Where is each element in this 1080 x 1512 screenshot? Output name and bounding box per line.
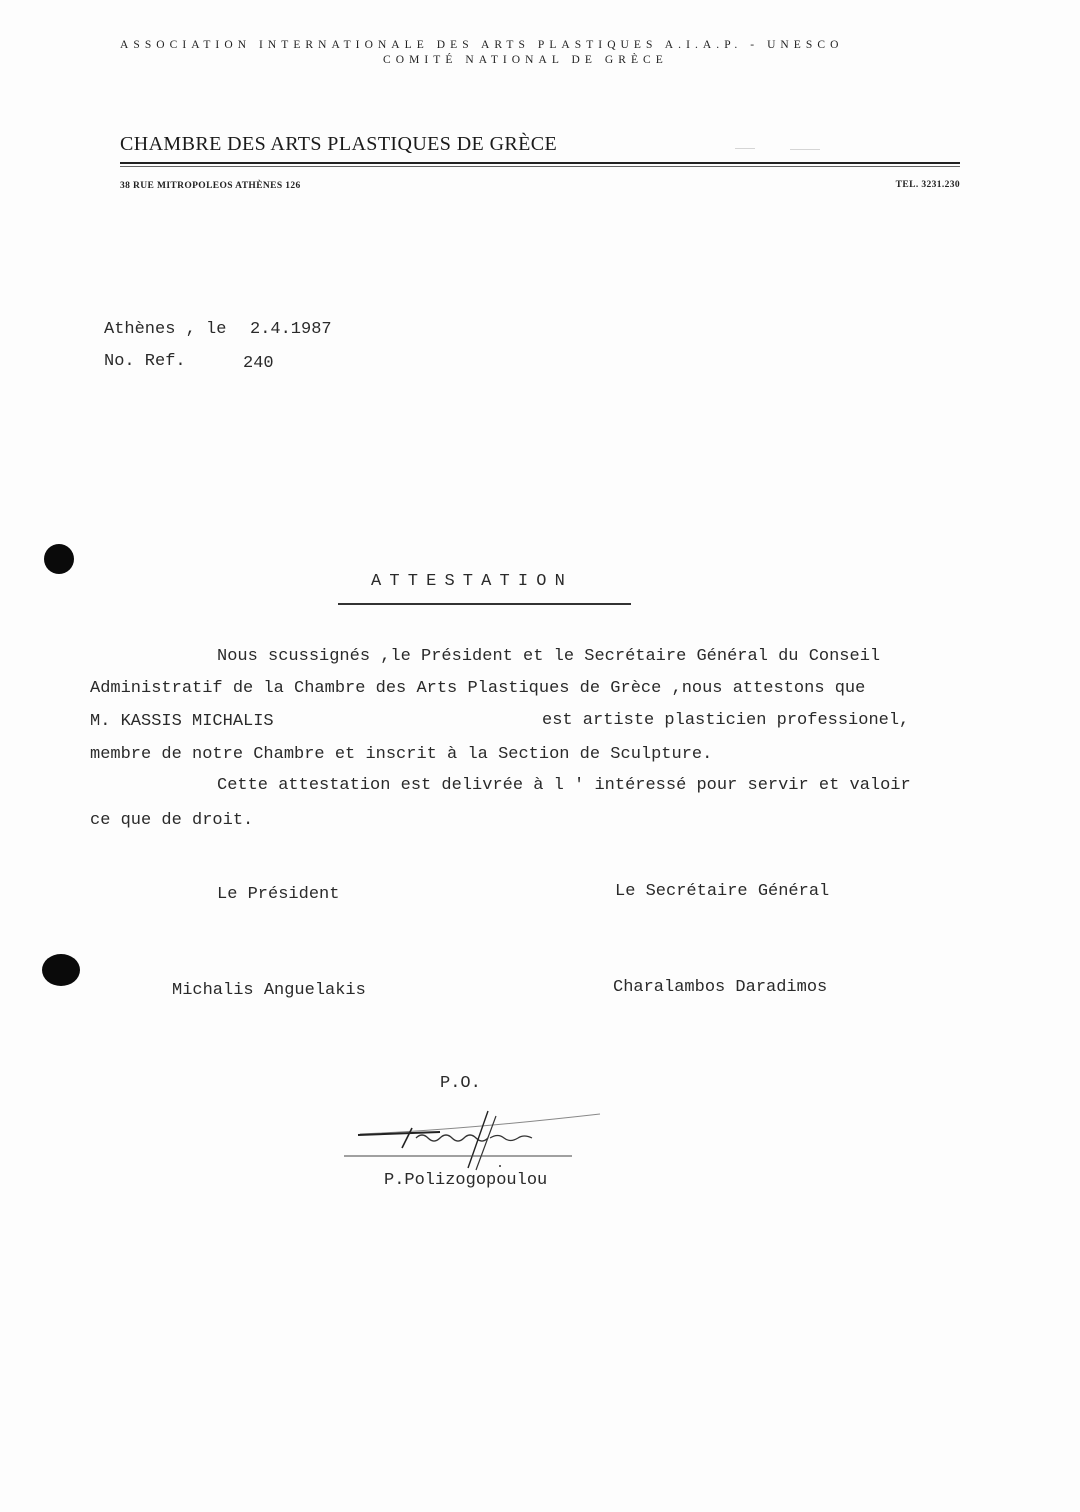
- committee-line: COMITÉ NATIONAL DE GRÈCE: [383, 54, 668, 66]
- address: 38 RUE MITROPOLEOS ATHÈNES 126: [120, 181, 301, 191]
- po-name: P.Polizogopoulou: [384, 1171, 548, 1190]
- secretary-title: Le Secrétaire Général: [615, 882, 830, 901]
- body-line-5: Cette attestation est delivrée à l ' intéressé pour servir et valoir: [217, 776, 911, 795]
- body-line-6: ce que de droit.: [90, 811, 254, 830]
- po-label: P.O.: [440, 1074, 481, 1093]
- handwritten-signature: [340, 1108, 610, 1174]
- beneficiary-name: M. KASSIS MICHALIS: [90, 712, 274, 731]
- reference-label: No. Ref.: [104, 352, 186, 371]
- punch-hole-top: [44, 544, 74, 574]
- header-rule: [120, 162, 960, 164]
- president-name: Michalis Anguelakis: [172, 981, 366, 1000]
- letter-date: 2.4.1987: [250, 320, 332, 339]
- punch-hole-bottom: [42, 954, 80, 986]
- body-line-3: est artiste plasticien professionel,: [542, 711, 910, 730]
- chamber-title: CHAMBRE DES ARTS PLASTIQUES DE GRÈCE: [120, 133, 558, 155]
- association-line: ASSOCIATION INTERNATIONALE DES ARTS PLASTIQUES A.I.A.P. - UNESCO: [120, 39, 844, 51]
- scan-smudge: [735, 148, 755, 149]
- telephone: TEL. 3231.230: [895, 180, 960, 190]
- body-line-1: Nous scussignés ,le Président et le Secrétaire Général du Conseil: [217, 647, 881, 666]
- body-line-2: Administratif de la Chambre des Arts Plastiques de Grèce ,nous attestons que: [90, 679, 866, 698]
- president-title: Le Président: [217, 885, 340, 904]
- reference-number: 240: [243, 354, 274, 373]
- secretary-name: Charalambos Daradimos: [613, 978, 828, 997]
- header-rule-thin: [120, 166, 960, 167]
- scan-smudge: [790, 149, 820, 150]
- title-underline: [338, 603, 631, 605]
- body-line-4: membre de notre Chambre et inscrit à la Section de Sculpture.: [90, 745, 713, 764]
- place-date-label: Athènes , le: [104, 320, 227, 339]
- document-title: ATTESTATION: [371, 572, 573, 591]
